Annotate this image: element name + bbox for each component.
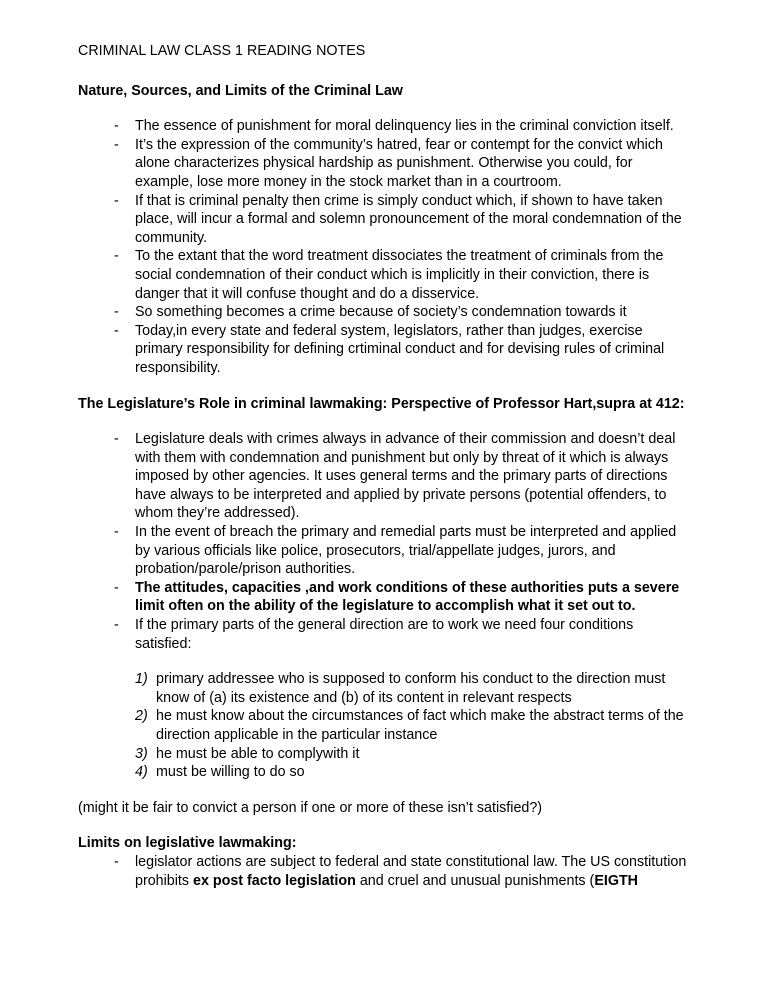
bullet-text: legislator actions are subject to federal and state constitutional law. The US constitution prohibits	[135, 853, 687, 889]
condition-text: he must know about the circumstances of fact which make the abstract terms of the direction applicable in the particular instance	[156, 708, 684, 743]
bullet-item: - Today,in every state and federal system, legislators, rather than judges, exercise primary responsibility for defining crtiminal conduct and for devising rules of criminal responsibility.	[78, 322, 690, 378]
eighth-amendment-term: EIGTH	[594, 872, 638, 889]
limits-bullet-list	[78, 853, 690, 890]
condition-marker: 1)	[135, 671, 148, 688]
bullet-item: - In the event of breach the primary and remedial parts must be interpreted and applied by various officials like police, prosecutors, trial/appellate judges, jurors, and probation/parole/prison authorities.	[78, 523, 690, 579]
document-header: CRIMINAL LAW CLASS 1 READING NOTES	[78, 43, 366, 59]
bullet-item-bold	[78, 579, 690, 616]
bullet-item: - If the primary parts of the general direction are to work we need four conditions satisfied:	[78, 616, 690, 653]
conditions-list	[78, 670, 690, 782]
bullet-item: - The essence of punishment for moral delinquency lies in the criminal conviction itself.	[78, 117, 690, 136]
condition-item	[78, 707, 690, 744]
bullet-text: and cruel and unusual punishments (	[355, 872, 595, 889]
bullet-item: - Legislature deals with crimes always in advance of their commission and doesn’t deal with them with condemnation and punishment but only by threat of it which is always imposed by other agencies. It uses general terms and the primary parts of directions have always to be interpreted and applied by private persons (potential offenders, to whom they’re addressed).	[78, 430, 690, 523]
legislature-bullet-list	[78, 430, 690, 653]
condition-text: primary addressee who is supposed to conform his conduct to the direction must know of (a) its existence and (b) of its content in relevant respects	[156, 671, 666, 706]
condition-text: he must be able to complywith it	[156, 745, 360, 762]
condition-marker: 4)	[135, 764, 148, 781]
document-page	[78, 42, 690, 890]
fairness-question: (might it be fair to convict a person if one or more of these isn’t satisfied?)	[78, 799, 543, 816]
condition-item	[78, 745, 690, 764]
section-heading-legislature-role: The Legislature’s Role in criminal lawmaking: Perspective of Professor Hart,supra at 412:	[78, 395, 685, 412]
bold-bullet-text: The attitudes, capacities ,and work conditions of these authorities puts a severe limit often on the ability of the legislature to accomplish what it set out to.	[135, 579, 680, 615]
condition-marker: 3)	[135, 745, 148, 762]
bullet-item	[78, 853, 690, 890]
bullet-item: - So something becomes a crime because of society’s condemnation towards it	[78, 303, 690, 322]
section-heading-nature: Nature, Sources, and Limits of the Criminal Law	[78, 82, 403, 99]
condition-text: must be willing to do so	[156, 764, 305, 781]
nature-bullet-list	[78, 117, 690, 377]
bullet-item: - If that is criminal penalty then crime is simply conduct which, if shown to have taken place, will incur a formal and solemn pronouncement of the moral condemnation of the community.	[78, 192, 690, 248]
section-heading-limits: Limits on legislative lawmaking:	[78, 835, 297, 852]
bullet-item: - To the extant that the word treatment dissociates the treatment of criminals from the social condemnation of their conduct which is implicitly in their conviction, there is danger that it will confuse thought and do a disservice.	[78, 247, 690, 303]
condition-marker: 2)	[135, 708, 148, 725]
bullet-item: - It’s the expression of the community’s hatred, fear or contempt for the convict which alone characterizes physical hardship as punishment. Otherwise you could, for example, lose more money in the stock market than in a courtroom.	[78, 136, 690, 192]
ex-post-facto-term: ex post facto legislation	[193, 872, 356, 889]
condition-item	[78, 670, 690, 707]
condition-item	[78, 763, 690, 782]
